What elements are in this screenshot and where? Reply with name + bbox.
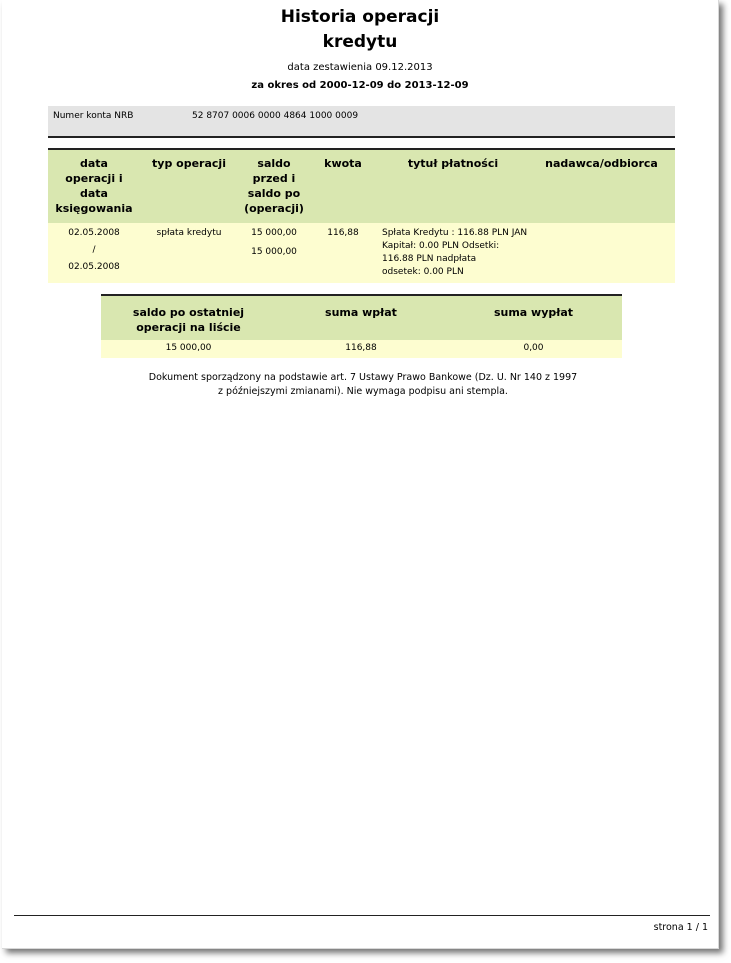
statement-date: data zestawienia 09.12.2013 [287,62,433,73]
header-date-line: data [80,187,108,200]
booking-date: 02.05.2008 [68,262,120,272]
account-number-box [48,106,675,138]
payment-title-line: odsetek: 0.00 PLN [382,267,464,277]
page-number: strona 1 / 1 [653,922,708,933]
document-title-line2: kredytu [322,32,398,52]
header-payment-title: tytuł płatności [407,157,499,170]
document-page [2,0,719,949]
header-date-line: księgowania [55,202,133,215]
footer-divider [14,915,710,916]
deposits-value: 116,88 [345,343,377,353]
header-last-balance [101,305,276,335]
operation-date: 02.05.2008 [68,228,120,238]
cell-balance [238,227,310,259]
summary-table-header [101,294,622,342]
header-date [48,156,140,216]
balance-after: 15 000,00 [251,247,297,257]
header-last-balance-line: saldo po ostatniej [132,306,245,319]
payment-title-line: Spłata Kredytu : 116.88 PLN JAN [382,228,528,238]
header-type: typ operacji [152,157,226,170]
header-amount: kwota [324,157,362,170]
payment-title-line: Kapitał: 0.00 PLN Odsetki: [382,241,500,251]
table-row [48,223,675,283]
last-balance-value: 15 000,00 [165,343,212,353]
summary-row [101,340,622,358]
operations-table-header [48,148,675,226]
account-number-value: 52 8707 0006 0000 4864 1000 0009 [192,111,359,121]
header-balance-line: saldo po [247,187,301,200]
legal-note-line: z późniejszymi zmianami). Nie wymaga podpisu ani stempla. [218,386,508,397]
account-number-label: Numer konta NRB [53,111,134,121]
cell-type: spłata kredytu [156,228,222,238]
header-party: nadawca/odbiorca [545,157,658,170]
document-title-line1: Historia operacji [280,7,440,27]
cell-amount: 116,88 [327,228,359,238]
header-deposits: suma wpłat [325,306,397,319]
header-balance-line: saldo [257,157,291,170]
cell-dates [48,227,140,274]
header-date-line: data [80,157,108,170]
header-withdrawals: suma wypłat [493,306,574,319]
header-balance [238,156,310,216]
date-separator: / [92,245,96,255]
cell-payment-title [382,227,572,279]
payment-title-line: 116.88 PLN nadpłata [382,254,477,264]
header-last-balance-line: operacji na liście [136,321,241,334]
legal-note [102,371,624,399]
balance-before: 15 000,00 [251,228,297,238]
statement-period: za okres od 2000-12-09 do 2013-12-09 [251,80,469,91]
header-date-line: operacji i [65,172,123,185]
withdrawals-value: 0,00 [523,343,544,353]
header-balance-line: przed i [252,172,296,185]
legal-note-line: Dokument sporządzony na podstawie art. 7 Ustawy Prawo Bankowe (Dz. U. Nr 140 z 1997 [148,372,578,383]
header-balance-line: (operacji) [244,202,304,215]
